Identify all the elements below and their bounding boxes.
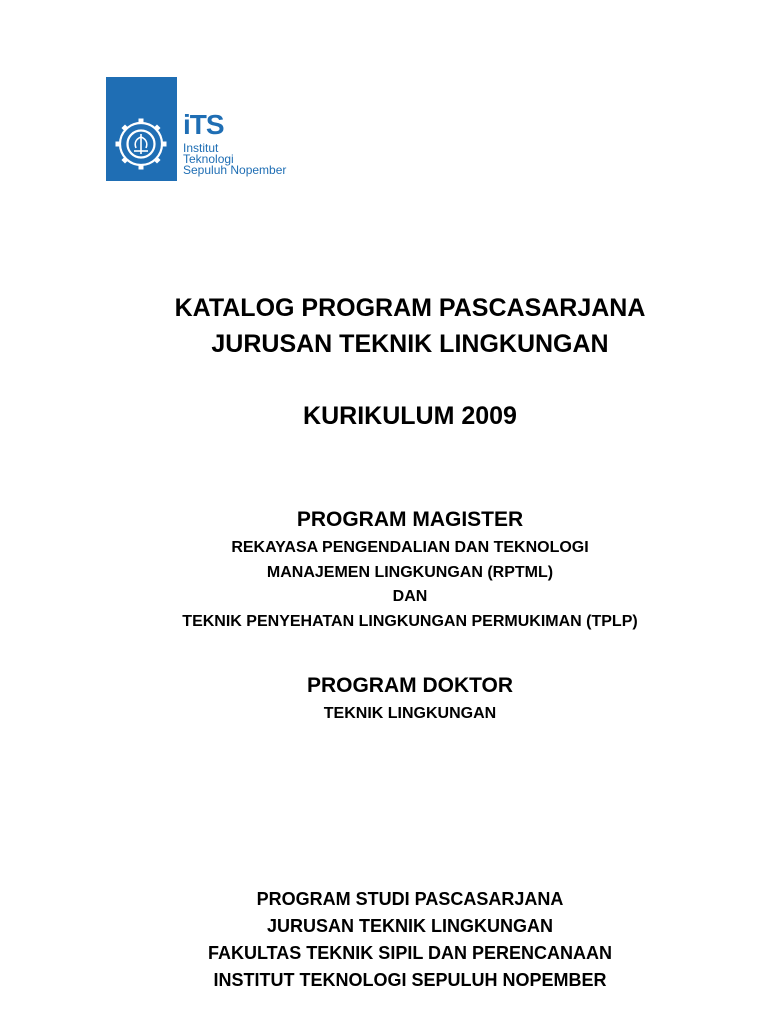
- curriculum-year: KURIKULUM 2009: [303, 402, 517, 430]
- doktor-line1: TEKNIK LINGKUNGAN: [323, 705, 497, 722]
- catalog-title-line1: KATALOG PROGRAM PASCASARJANA: [174, 294, 646, 322]
- footer-line3: FAKULTAS TEKNIK SIPIL DAN PERENCANAAN: [207, 943, 612, 963]
- catalog-title-line2: JURUSAN TEKNIK LINGKUNGAN: [211, 330, 609, 358]
- logo-line-sepuluh-nopember: Sepuluh Nopember: [183, 163, 287, 177]
- logo-line-teknologi: Teknologi: [183, 152, 234, 166]
- footer-line2: JURUSAN TEKNIK LINGKUNGAN: [266, 916, 553, 936]
- footer-line1: PROGRAM STUDI PASCASARJANA: [256, 889, 564, 909]
- magister-line2: MANAJEMEN LINGKUNGAN (RPTML): [266, 564, 554, 581]
- magister-line4: TEKNIK PENYEHATAN LINGKUNGAN PERMUKIMAN (TPLP): [182, 613, 638, 630]
- its-emblem-icon: [106, 77, 177, 181]
- doktor-heading: PROGRAM DOKTOR: [306, 674, 514, 697]
- footer-line4: INSTITUT TEKNOLOGI SEPULUH NOPEMBER: [213, 970, 607, 990]
- magister-line1: REKAYASA PENGENDALIAN DAN TEKNOLOGI: [231, 539, 589, 556]
- logo-its-text: iTS: [183, 109, 224, 140]
- magister-line3: DAN: [392, 588, 428, 605]
- magister-heading: PROGRAM MAGISTER: [296, 508, 524, 531]
- its-logo: [106, 77, 306, 181]
- logo-line-institut: Institut: [183, 141, 219, 155]
